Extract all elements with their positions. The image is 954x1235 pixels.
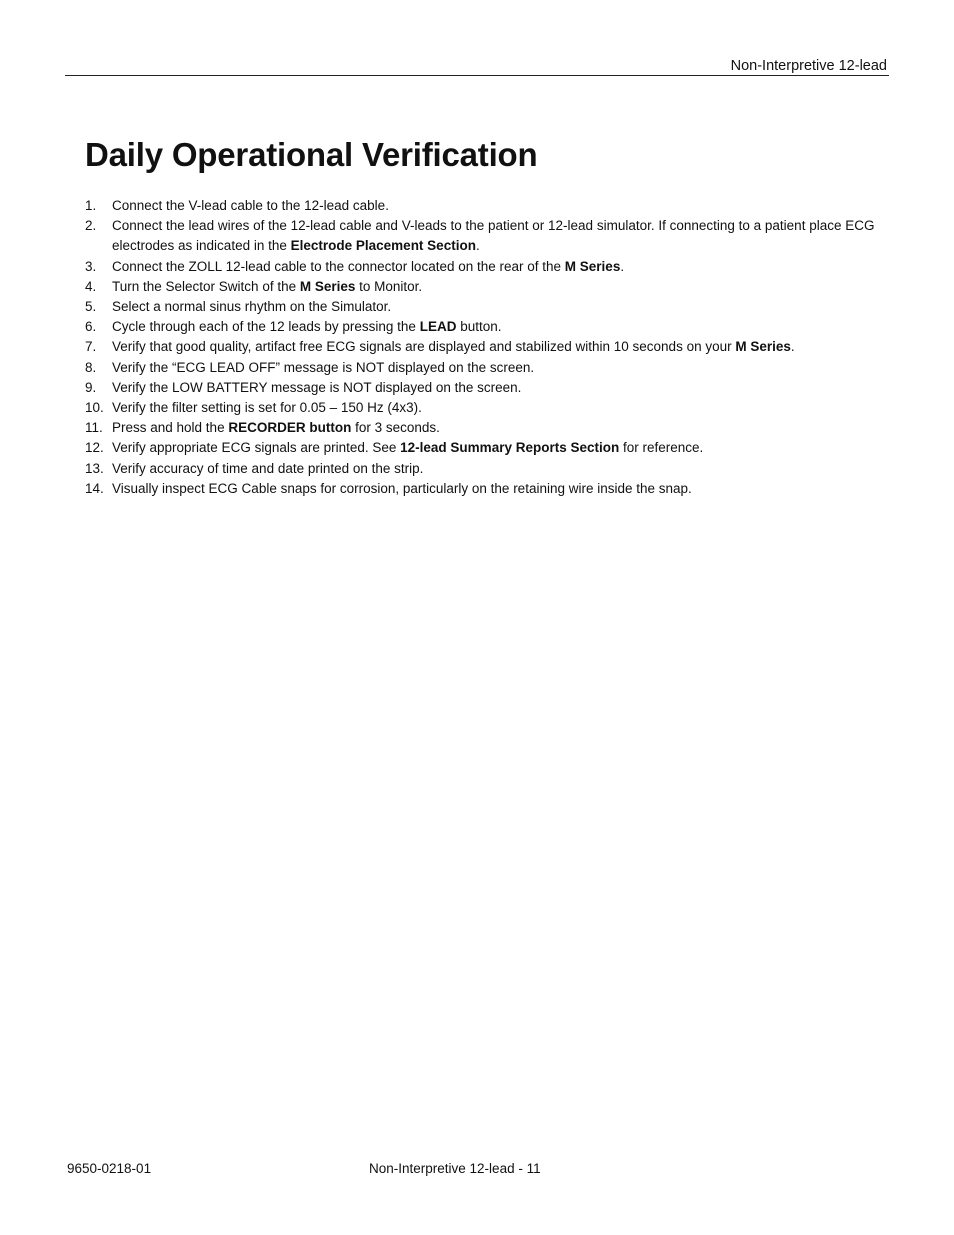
list-item	[85, 196, 930, 216]
step-text-run: Verify appropriate ECG signals are printed. See	[112, 440, 401, 456]
step-text-run: .	[620, 258, 625, 274]
step-text	[112, 459, 930, 479]
step-text	[112, 216, 930, 256]
list-item	[85, 418, 930, 438]
step-text-run: Press and hold the	[112, 420, 229, 436]
list-item	[85, 216, 930, 256]
step-bold-reference: LEAD	[419, 319, 457, 335]
list-item	[85, 358, 930, 378]
step-text-run: Turn the Selector Switch of the	[112, 278, 300, 294]
step-text	[112, 317, 930, 337]
step-bold-reference: M Series	[735, 339, 791, 355]
step-bold-reference: Electrode Placement Section	[290, 238, 476, 254]
step-text-run: Verify accuracy of time and date printed on the strip.	[112, 460, 424, 476]
list-item	[85, 479, 930, 499]
step-text-run: Visually inspect ECG Cable snaps for corrosion, particularly on the retaining wire inside the snap.	[112, 480, 692, 496]
step-text	[112, 297, 930, 317]
step-number: 4.	[85, 278, 97, 294]
step-text-run: Connect the V-lead cable to the 12-lead cable.	[112, 198, 389, 213]
header-divider	[65, 75, 889, 76]
list-item	[85, 398, 930, 418]
step-number: 11.	[85, 420, 103, 436]
step-bold-reference: 12-lead Summary Reports Section	[400, 440, 620, 456]
step-text	[112, 358, 930, 378]
step-number: 7.	[85, 339, 97, 355]
step-text-run: .	[790, 339, 795, 355]
step-text-run: Cycle through each of the 12 leads by pressing the	[112, 319, 420, 335]
step-number: 3.	[85, 258, 97, 274]
step-text-run: button.	[456, 319, 502, 335]
list-item	[85, 317, 930, 337]
list-item	[85, 438, 930, 458]
step-number: 5.	[85, 299, 97, 315]
verification-steps-list	[85, 196, 930, 499]
step-text-run: Connect the ZOLL 12-lead cable to the connector located on the rear of the	[112, 258, 565, 274]
step-bold-reference: M Series	[299, 278, 356, 294]
step-text	[112, 257, 930, 277]
step-text	[112, 438, 930, 458]
step-text-run: for 3 seconds.	[351, 420, 440, 436]
step-text-run: Select a normal sinus rhythm on the Simulator.	[112, 299, 392, 315]
footer-page-label: Non-Interpretive 12-lead - 11	[369, 1161, 541, 1176]
step-text	[112, 337, 930, 357]
step-text-run: Verify that good quality, artifact free ECG signals are displayed and stabilized within 10 seconds on your	[112, 339, 736, 355]
step-text	[112, 479, 930, 499]
running-header: Non-Interpretive 12-lead	[730, 58, 887, 74]
step-text-run: Verify the LOW BATTERY message is NOT displayed on the screen.	[112, 379, 522, 395]
step-number: 8.	[85, 359, 97, 375]
list-item	[85, 459, 930, 479]
step-bold-reference: M Series	[564, 258, 621, 274]
step-text-run: to Monitor.	[355, 278, 423, 294]
step-text	[112, 378, 930, 398]
step-number: 13.	[85, 460, 104, 476]
step-text-run: Verify the filter setting is set for 0.05 – 150 Hz (4x3).	[112, 400, 422, 416]
list-item	[85, 337, 930, 357]
list-item	[85, 277, 930, 297]
list-item	[85, 378, 930, 398]
step-number: 2.	[85, 218, 97, 234]
step-text-run: .	[475, 238, 480, 254]
step-text	[112, 398, 930, 418]
step-text-run: for reference.	[619, 440, 704, 456]
step-text	[112, 418, 930, 438]
step-number: 12.	[85, 440, 104, 456]
step-text	[112, 277, 930, 297]
step-text	[112, 196, 930, 216]
list-item	[85, 257, 930, 277]
step-number: 14.	[85, 480, 104, 496]
step-text-run: Connect the lead wires of the 12-lead cable and V-leads to the patient or 12-lead simulator. If connecting to a patient place ECG electrodes as indicated in the	[112, 218, 875, 254]
list-item	[85, 297, 930, 317]
step-number: 6.	[85, 319, 97, 335]
footer-document-number: 9650-0218-01	[67, 1161, 152, 1176]
step-text-run: Verify the “ECG LEAD OFF” message is NOT displayed on the screen.	[112, 359, 535, 375]
step-bold-reference: RECORDER button	[228, 420, 352, 436]
step-number: 10.	[85, 400, 104, 416]
step-number: 9.	[85, 379, 97, 395]
page-title: Daily Operational Verification	[85, 136, 538, 173]
step-number: 1.	[85, 198, 97, 213]
